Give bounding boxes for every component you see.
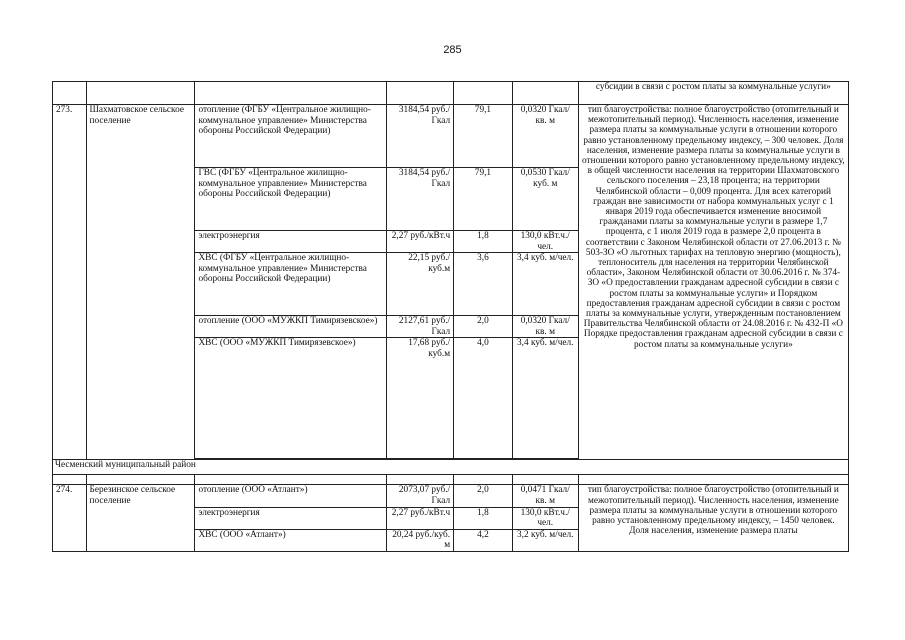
index-cell: 4,0 bbox=[454, 338, 513, 459]
service-cell: отопление (ООО «Атлант») bbox=[195, 485, 387, 507]
district-name: Чесменский муниципальный район bbox=[53, 460, 849, 475]
norm-cell: 130,0 кВт.ч./чел. bbox=[512, 231, 578, 253]
index-cell: 2,0 bbox=[454, 316, 513, 338]
index-cell: 4,2 bbox=[454, 529, 513, 551]
index-cell: 1,8 bbox=[454, 507, 513, 529]
norm-cell: 0,0530 Гкал/куб. м bbox=[512, 168, 578, 231]
tariff-cell: 2,27 руб./кВт.ч bbox=[387, 507, 454, 529]
norm-cell: 0,0320 Гкал/кв. м bbox=[512, 105, 578, 168]
tariff-cell: 22,15 руб./куб.м bbox=[387, 253, 454, 316]
table-row bbox=[53, 475, 849, 485]
norm-cell: 0,0471 Гкал/кв. м bbox=[512, 485, 578, 507]
row-number: 274. bbox=[53, 485, 87, 552]
service-cell: ГВС (ФГБУ «Центральное жилищно-коммунальное управление» Министерства обороны Российской Федерации) bbox=[195, 168, 387, 231]
table-row bbox=[53, 82, 849, 105]
settlement-name: Шахматовское сельское поселение bbox=[86, 105, 195, 460]
description-cell: субсидии в связи с ростом платы за коммунальные услуги» bbox=[578, 82, 848, 105]
tariff-cell: 2,27 руб./кВт.ч bbox=[387, 231, 454, 253]
index-cell: 79,1 bbox=[454, 105, 513, 168]
tariff-cell: 3184,54 руб./Гкал bbox=[387, 105, 454, 168]
tariff-table bbox=[52, 81, 849, 552]
tariff-cell: 20,24 руб./куб. м bbox=[387, 529, 454, 551]
page-bottom-margin bbox=[0, 582, 905, 640]
index-cell: 79,1 bbox=[454, 168, 513, 231]
district-row bbox=[53, 460, 849, 475]
service-cell: отопление (ФГБУ «Центральное жилищно-коммунальное управление» Министерства обороны Российской Федерации) bbox=[195, 105, 387, 168]
index-cell: 1,8 bbox=[454, 231, 513, 253]
norm-cell: 3,4 куб. м/чел. bbox=[512, 338, 578, 459]
row-number: 273. bbox=[53, 105, 87, 460]
service-cell: ХВС (ФГБУ «Центральное жилищно-коммунальное управление» Министерства обороны Российской Федерации) bbox=[195, 253, 387, 316]
description-cell: тип благоустройства: полное благоустройство (отопительный и межотопительный период). Численность населения, изменение размера платы за коммунальные услуги в отношении которого равно установленному предельному индексу, – 300 человек. Доля населения, изменение размера платы за коммунальные услуги в отношении которого равно установленному предельному индексу, в общей численности населения на территории Шахматовского сельского поселения – 23,18 процента; на территории Челябинской области – 0,009 процента. Для всех категорий граждан вне зависимости от набора коммунальных услуг с 1 января 2019 года обеспечивается изменение вносимой гражданами платы за коммунальные услуги в размере 1,7 процента, с 1 июля 2019 года в размере 2,0 процента в соответствии с Законом Челябинской области от 27.06.2013 г. № 503-ЗО «О льготных тарифах на тепловую энергию (мощность), теплоноситель для населения на территории Челябинской области», Законом Челябинской области от 30.06.2016 г. № 374-ЗО «О предоставлении гражданам адресной субсидии в связи с ростом платы за коммунальные услуги» и Порядком предоставления гражданам адресной субсидии в связи с ростом платы за коммунальные услуги, утвержденным постановлением Правительства Челябинской области от 24.08.2016 г. № 432-П «О Порядке предоставления гражданам адресной субсидии в связи с ростом платы за коммунальные услуги» bbox=[578, 105, 848, 460]
service-cell: электроэнергия bbox=[195, 507, 387, 529]
tariff-cell: 2127,61 руб./Гкал bbox=[387, 316, 454, 338]
service-cell: ХВС (ООО «Атлант») bbox=[195, 529, 387, 551]
description-cell: тип благоустройства: полное благоустройство (отопительный и межотопительный период). Численность населения, изменение размера платы за коммунальные услуги в отношении которого равно установленному предельному индексу, – 1450 человек. Доля населения, изменение размера платы bbox=[578, 485, 848, 552]
service-cell: отопление (ООО «МУЖКП Тимирязевское») bbox=[195, 316, 387, 338]
norm-cell: 130,0 кВт.ч./чел. bbox=[512, 507, 578, 529]
norm-cell: 3,2 куб. м/чел. bbox=[512, 529, 578, 551]
index-cell: 2,0 bbox=[454, 485, 513, 507]
index-cell: 3,6 bbox=[454, 253, 513, 316]
table-row bbox=[53, 105, 849, 168]
table-row bbox=[53, 485, 849, 507]
tariff-cell: 2073,07 руб./Гкал bbox=[387, 485, 454, 507]
norm-cell: 3,4 куб. м/чел. bbox=[512, 253, 578, 316]
settlement-name: Березинское сельское поселение bbox=[86, 485, 195, 552]
tariff-cell: 17,68 руб./куб.м bbox=[387, 338, 454, 459]
service-cell: электроэнергия bbox=[195, 231, 387, 253]
page-number: 285 bbox=[443, 44, 462, 56]
tariff-cell: 3184,54 руб./Гкал bbox=[387, 168, 454, 231]
norm-cell: 0,0320 Гкал/кв. м bbox=[512, 316, 578, 338]
service-cell: ХВС (ООО «МУЖКП Тимирязевское») bbox=[195, 338, 387, 459]
